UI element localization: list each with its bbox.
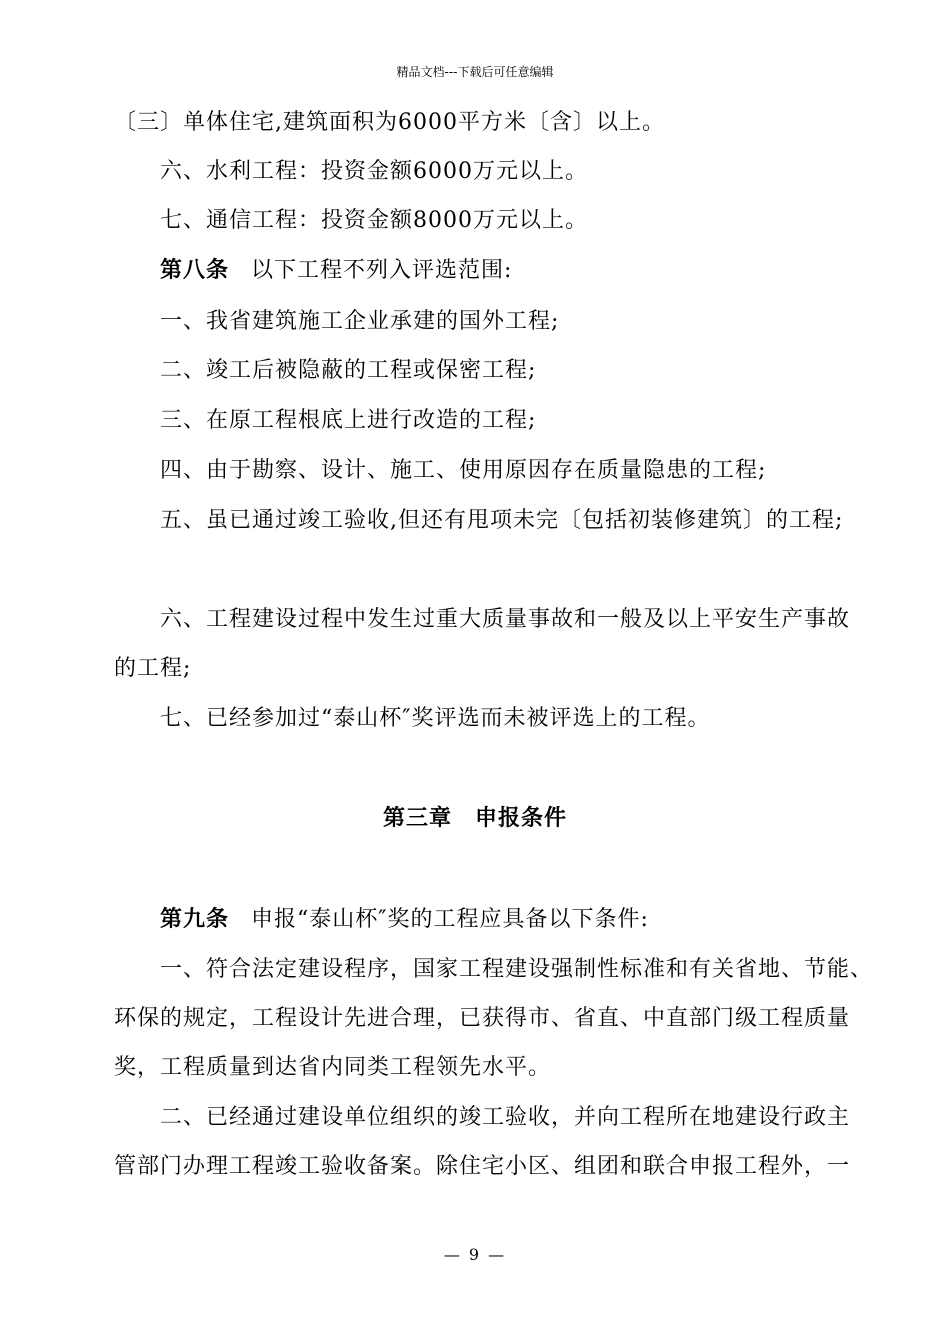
chapter-title: 第三章 申报条件	[382, 806, 567, 831]
text-line: 五、虽已通过竣工验收,但还有甩项未完〔包括初装修建筑〕的工程;	[160, 508, 844, 533]
text-line: 七、通信工程：投资金额8000万元以上。	[160, 208, 588, 233]
text-line: 六、水利工程：投资金额6000万元以上。	[160, 159, 588, 184]
text-line: 一、符合法定建设程序，国家工程建设强制性标准和有关省地、节能、	[160, 957, 874, 982]
text-line: 管部门办理工程竣工验收备案。除住宅小区、组团和联合申报工程外，一	[114, 1154, 851, 1179]
text-line: 六、工程建设过程中发生过重大质量事故和一般及以上平安生产事故	[160, 607, 851, 632]
text-line: 〔三〕单体住宅,建筑面积为6000平方米〔含〕以上。	[114, 110, 665, 135]
page-number: — 9 —	[443, 1245, 507, 1264]
text-line: 七、已经参加过“泰山杯″奖评选而未被评选上的工程。	[160, 706, 711, 731]
text-line: 的工程;	[114, 656, 192, 681]
text-line: 二、已经通过建设单位组织的竣工验收，并向工程所在地建设行政主	[160, 1105, 851, 1130]
article-label: 第九条	[160, 907, 230, 932]
text-line: 四、由于勘察、设计、施工、使用原因存在质量隐患的工程;	[160, 458, 767, 483]
page-header: 精品文档---下载后可任意编辑	[396, 65, 554, 79]
article-text: 申报“泰山杯″奖的工程应具备以下条件:	[251, 907, 649, 932]
text-line: 二、竣工后被隐蔽的工程或保密工程;	[160, 358, 537, 383]
text-line: 奖，工程质量到达省内同类工程领先水平。	[114, 1055, 552, 1080]
article-9	[160, 905, 649, 935]
article-8	[160, 256, 512, 286]
text-line: 环保的规定，工程设计先进合理，已获得市、省直、中直部门级工程质量	[114, 1006, 851, 1031]
article-label: 第八条	[160, 258, 230, 283]
article-text: 以下工程不列入评选范围:	[251, 258, 513, 283]
text-line: 三、在原工程根底上进行改造的工程;	[160, 408, 537, 433]
text-line: 一、我省建筑施工企业承建的国外工程;	[160, 309, 560, 334]
